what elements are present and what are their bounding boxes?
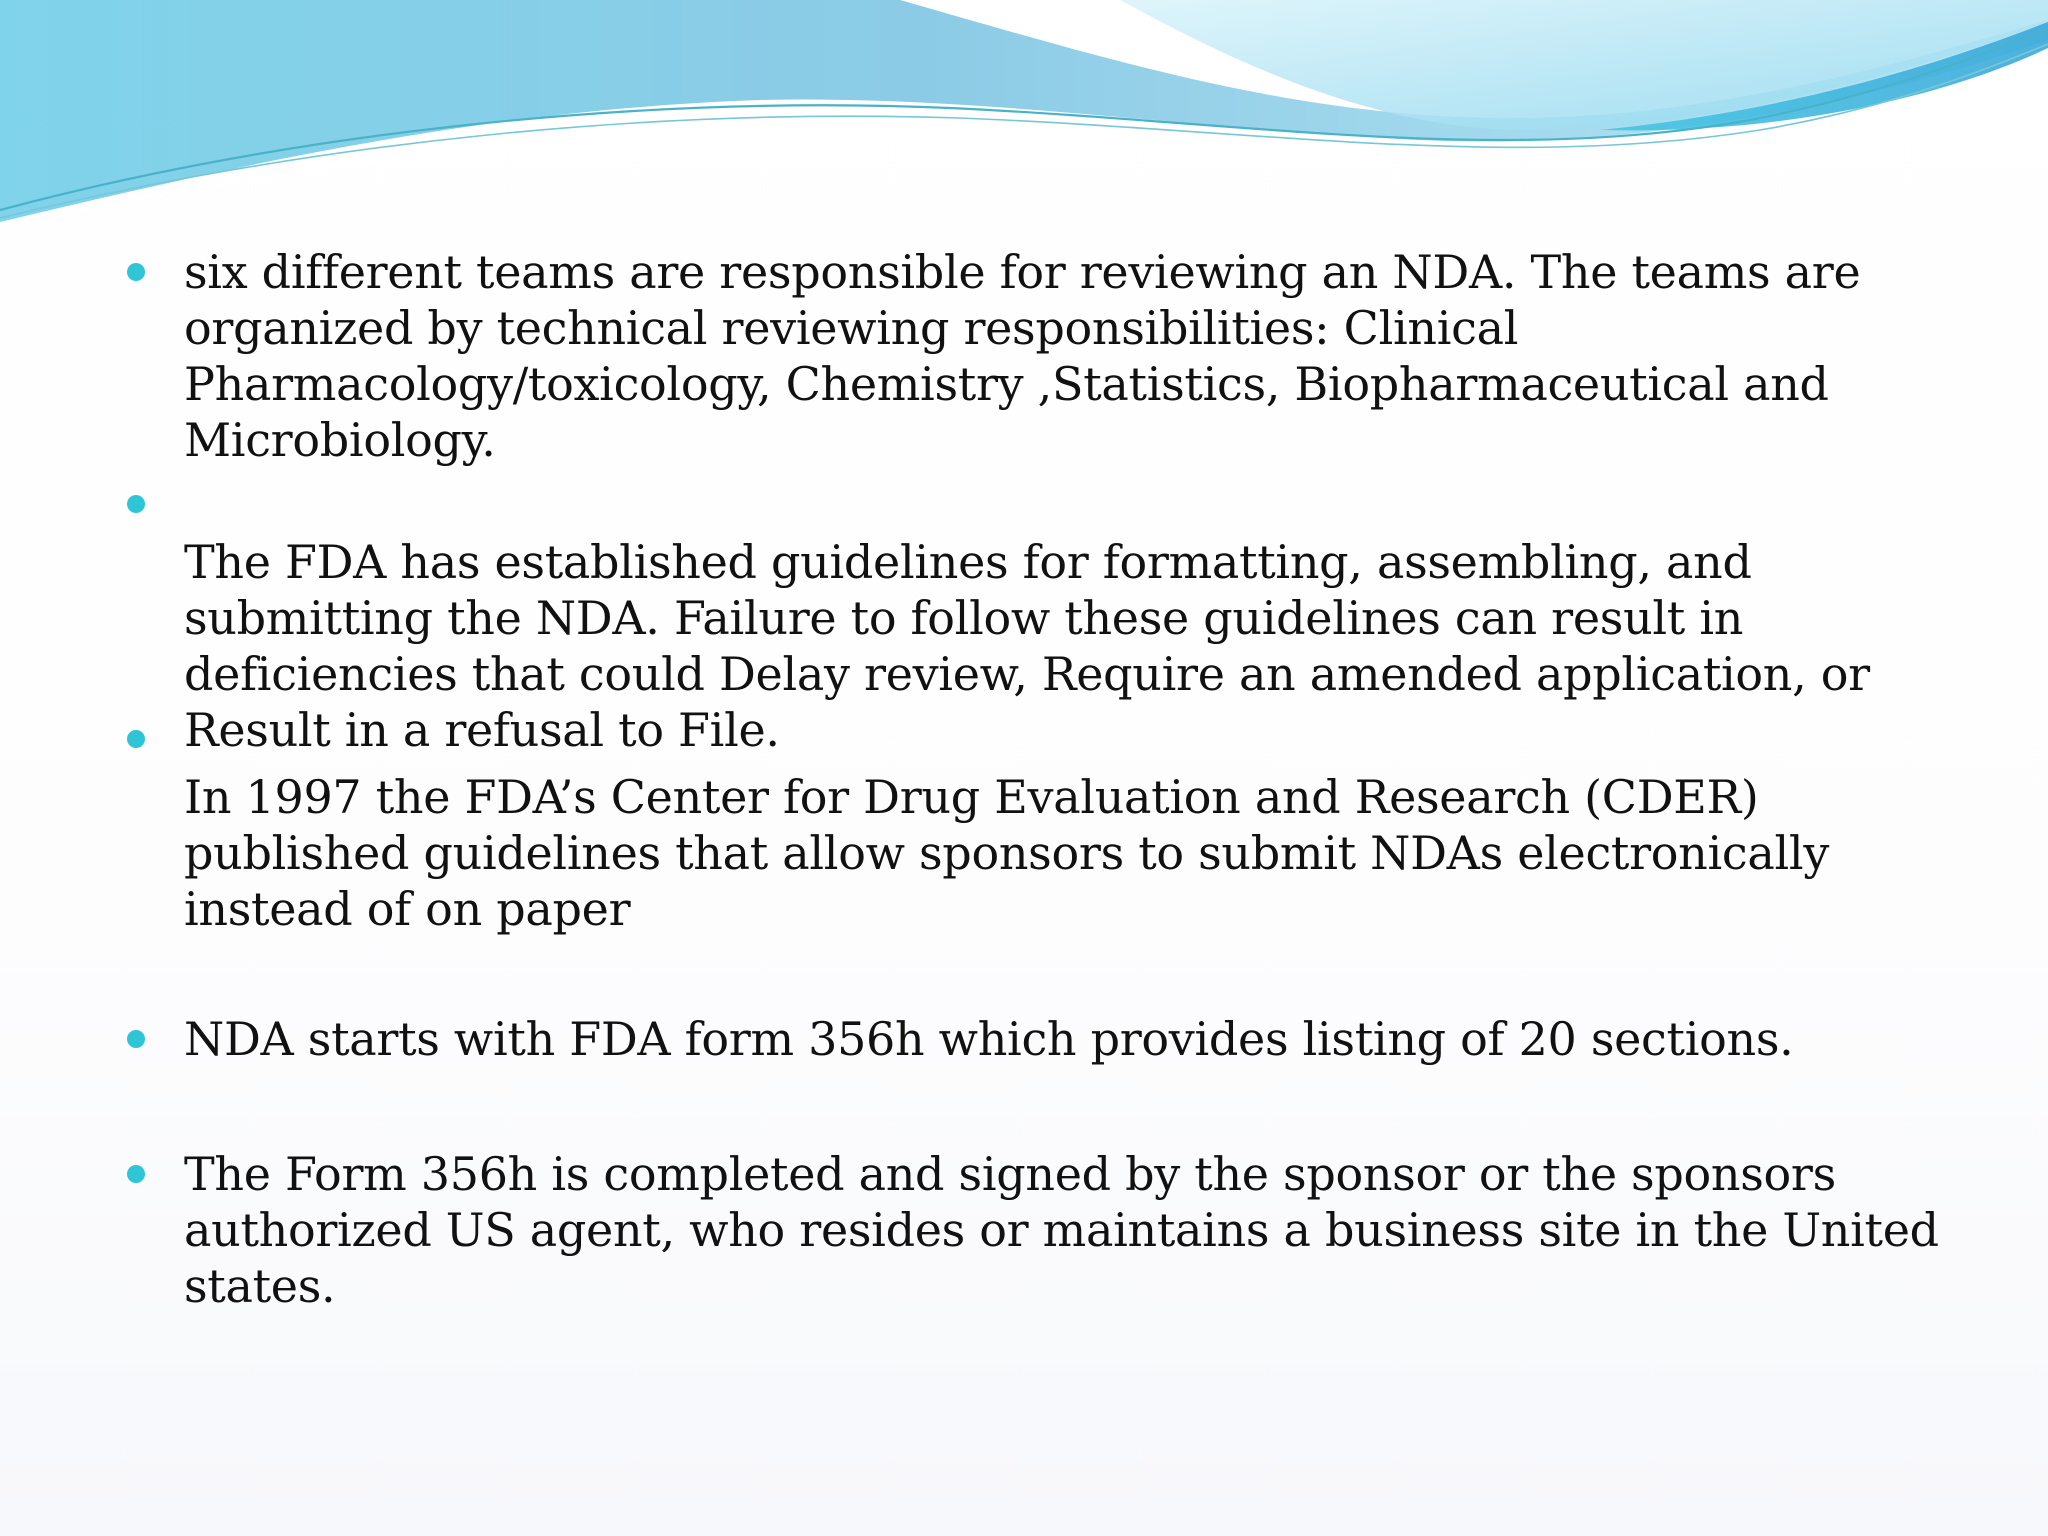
bullet-dot bbox=[127, 730, 145, 748]
bullet-dot bbox=[127, 495, 145, 513]
bullet-text: In 1997 the FDA’s Center for Drug Evaluation and Research (CDER) published guidelines that allow sponsors to submit NDAs electronically instead of on paper bbox=[184, 770, 1830, 936]
bullet-item-review-teams bbox=[184, 244, 1984, 468]
bullet-text: six different teams are responsible for reviewing an NDA. The teams are organized by technical reviewing responsibilities: Clinical Pharmacology/toxicology, Chemistry ,Statistics, Biopharmaceutical and Microbiology. bbox=[184, 245, 1861, 467]
bullet-text: NDA starts with FDA form 356h which provides listing of 20 sections. bbox=[184, 1012, 1794, 1066]
bullet-item-form-356h bbox=[184, 1011, 1984, 1067]
bullet-item-form-signing bbox=[184, 1146, 1984, 1314]
bullet-dot bbox=[127, 1030, 145, 1048]
bullet-text: The FDA has established guidelines for formatting, assembling, and submitting the NDA. Failure to follow these guidelines can result in deficiencies that could Delay review, Require an amended application, or Result in a refusal to File. bbox=[184, 535, 1870, 757]
bullet-text: The Form 356h is completed and signed by the sponsor or the sponsors authorized US agent, who resides or maintains a business site in the United states. bbox=[184, 1147, 1939, 1313]
bullet-dot bbox=[127, 263, 145, 281]
bullet-dot bbox=[127, 1165, 145, 1183]
bullet-item-cder-electronic bbox=[184, 711, 1984, 937]
